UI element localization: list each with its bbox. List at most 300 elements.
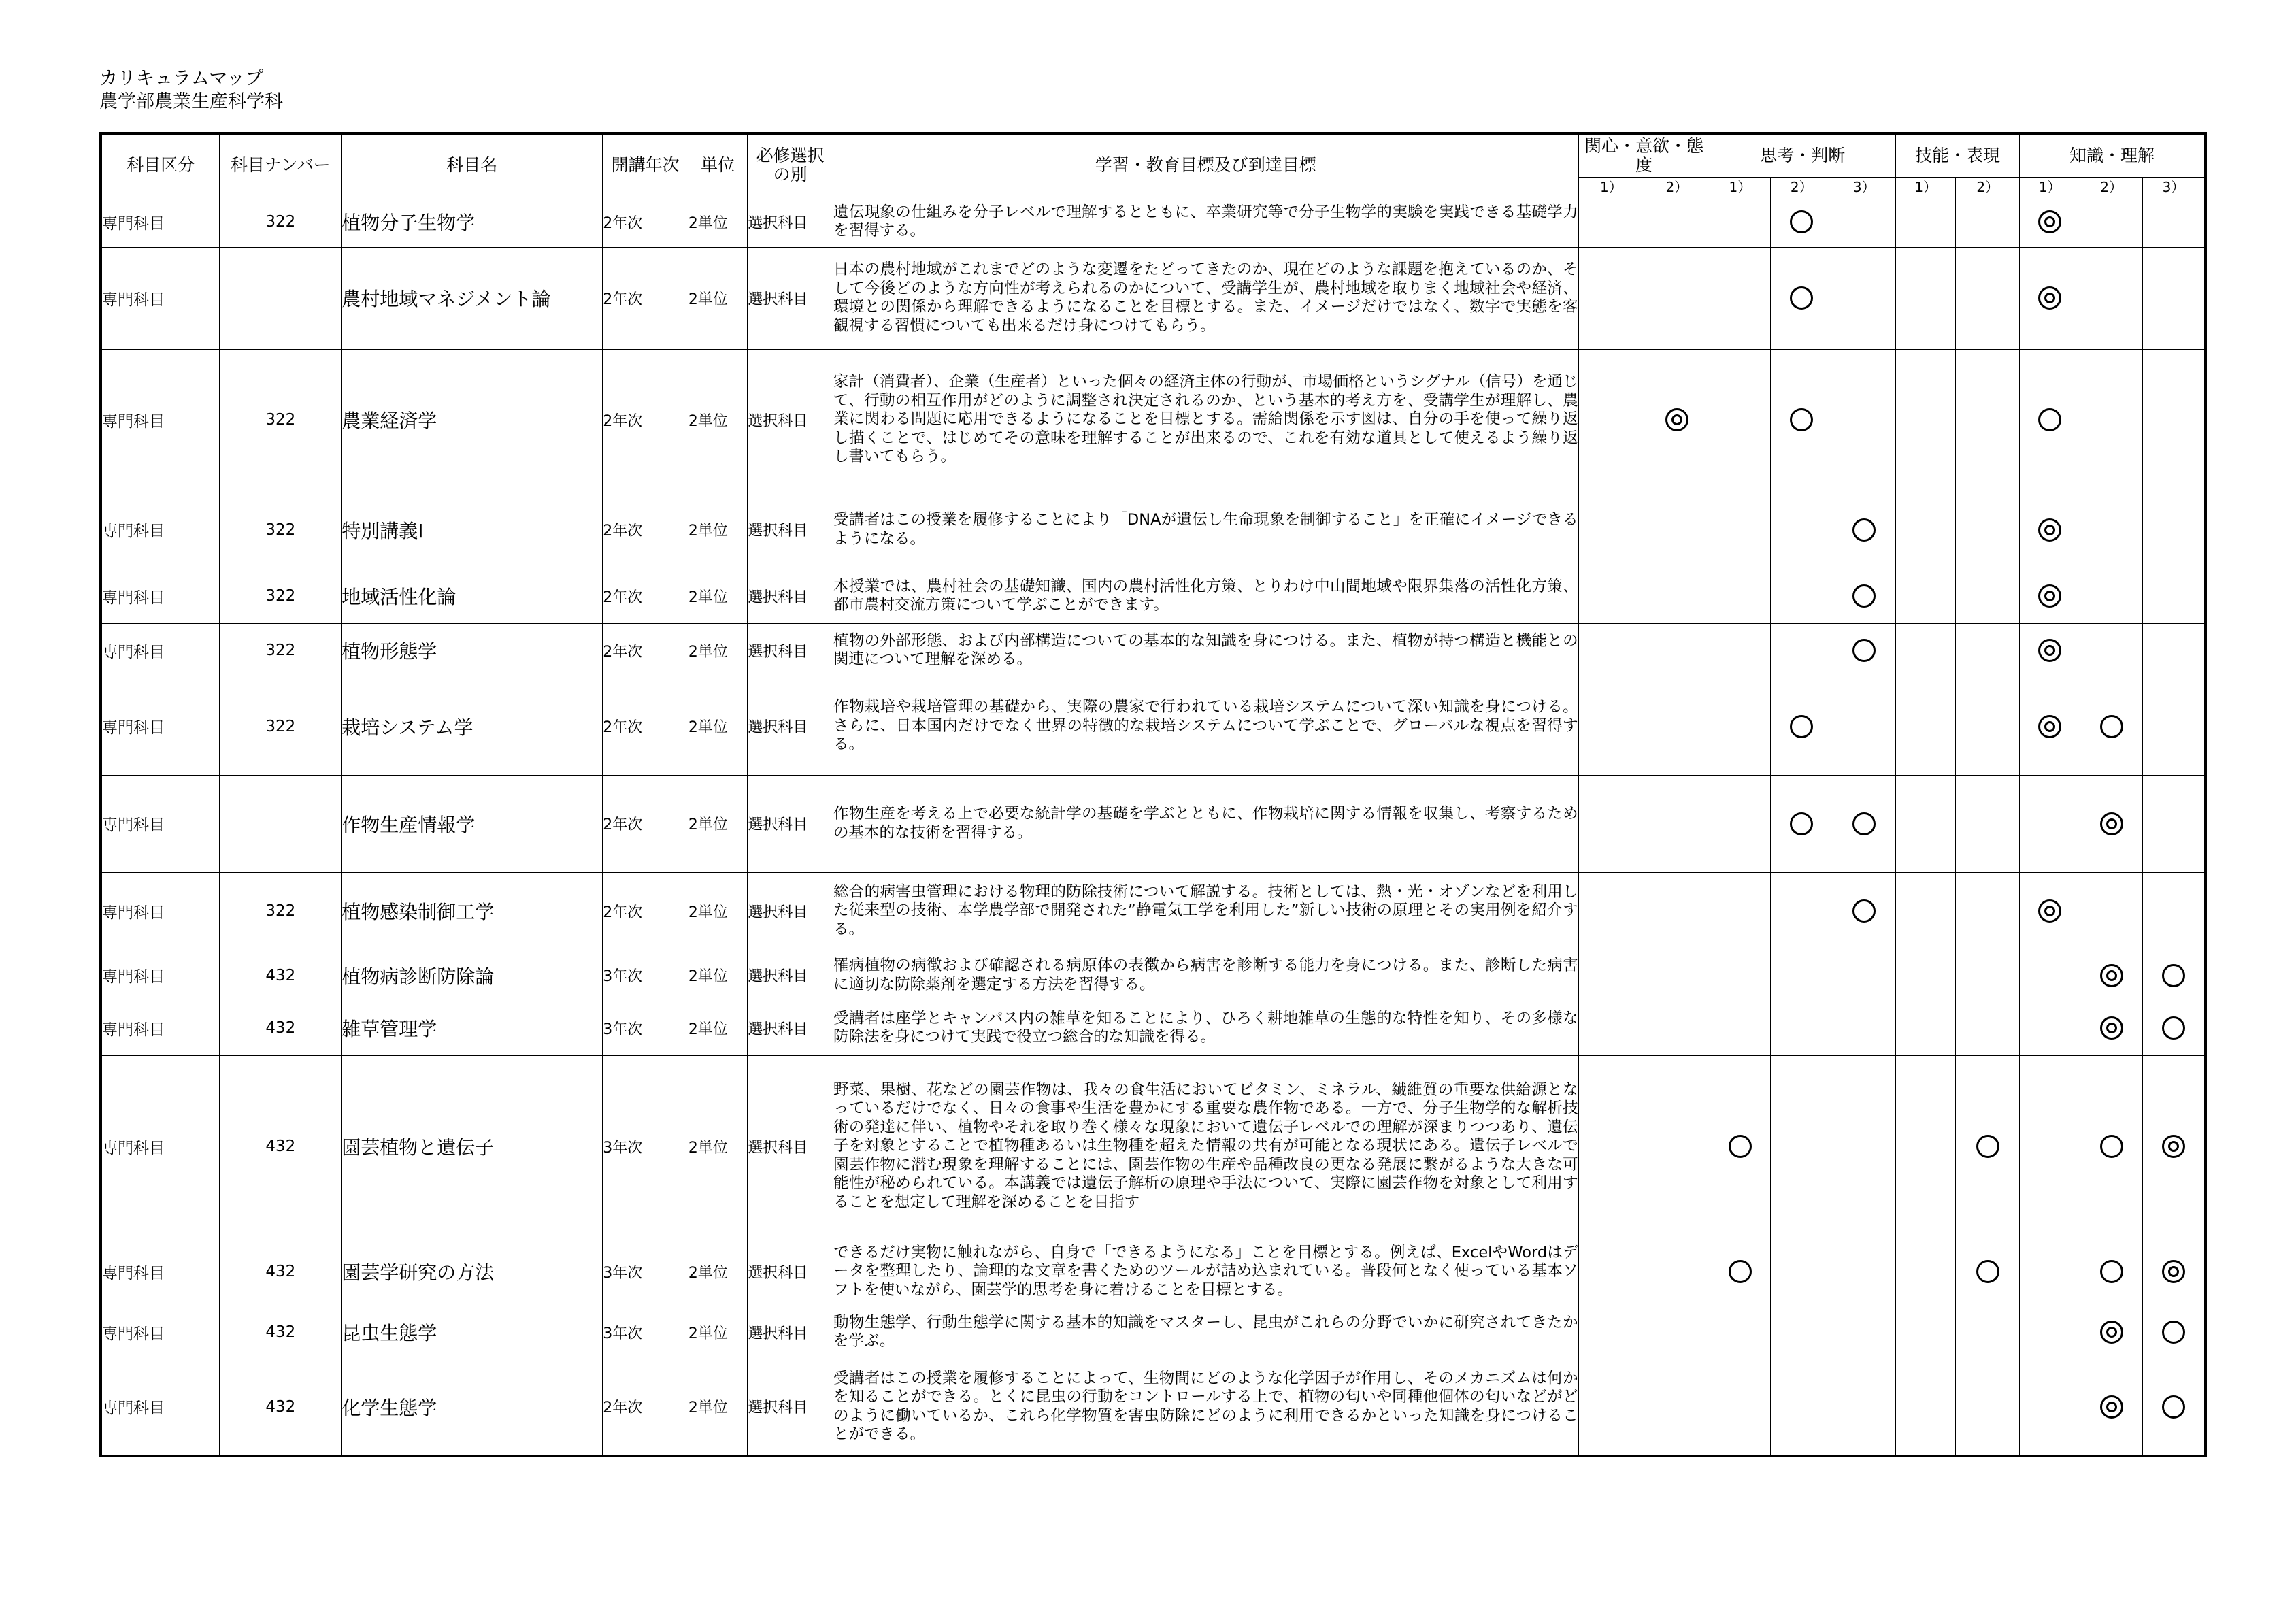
circle-mark bbox=[1852, 812, 1876, 835]
mark-cell bbox=[1771, 247, 1833, 349]
course-credits: 2単位 bbox=[688, 1306, 747, 1359]
mark-cell bbox=[2019, 1306, 2080, 1359]
course-name: 植物病診断防除論 bbox=[342, 950, 603, 1001]
mark-cell bbox=[1896, 247, 1956, 349]
sub-header: 2） bbox=[1644, 177, 1710, 197]
circle-mark bbox=[1790, 286, 1813, 310]
double-circle-mark bbox=[2100, 964, 2123, 987]
course-type: 選択科目 bbox=[748, 872, 833, 950]
course-goal: 受講者はこの授業を履修することにより「DNAが遺伝し生命現象を制御すること」を正確にイメージできるようになる。 bbox=[833, 491, 1578, 569]
course-number bbox=[220, 247, 342, 349]
course-category: 専門科目 bbox=[101, 678, 220, 775]
course-credits: 2単位 bbox=[688, 1238, 747, 1306]
mark-cell bbox=[1710, 872, 1770, 950]
course-credits: 2単位 bbox=[688, 247, 747, 349]
mark-cell bbox=[1644, 1359, 1710, 1456]
course-year: 2年次 bbox=[603, 623, 688, 678]
mark-cell bbox=[2142, 678, 2206, 775]
mark-cell bbox=[1956, 1055, 2019, 1238]
mark-cell bbox=[1578, 1359, 1644, 1456]
course-category: 専門科目 bbox=[101, 1001, 220, 1055]
course-type: 選択科目 bbox=[748, 775, 833, 872]
course-name: 特別講義Ⅰ bbox=[342, 491, 603, 569]
group-skills: 技能・表現 bbox=[1896, 133, 2020, 177]
course-category: 専門科目 bbox=[101, 1359, 220, 1456]
mark-cell bbox=[1833, 623, 1895, 678]
circle-mark bbox=[1852, 584, 1876, 608]
mark-cell bbox=[2019, 349, 2080, 491]
course-type: 選択科目 bbox=[748, 1238, 833, 1306]
mark-cell bbox=[1896, 569, 1956, 623]
mark-cell bbox=[2080, 1238, 2142, 1306]
mark-cell bbox=[1771, 678, 1833, 775]
group-knowledge: 知識・理解 bbox=[2019, 133, 2206, 177]
mark-cell bbox=[2080, 247, 2142, 349]
mark-cell bbox=[1833, 775, 1895, 872]
circle-mark bbox=[1852, 518, 1876, 542]
mark-cell bbox=[2142, 349, 2206, 491]
mark-cell bbox=[1644, 872, 1710, 950]
mark-cell bbox=[2080, 1001, 2142, 1055]
table-row bbox=[101, 197, 2206, 247]
mark-cell bbox=[1956, 775, 2019, 872]
course-goal: 罹病植物の病徴および確認される病原体の表徴から病害を診断する能力を身につける。また、診断した病害に適切な防除薬剤を選定する方法を習得する。 bbox=[833, 950, 1578, 1001]
mark-cell bbox=[1833, 1055, 1895, 1238]
circle-mark bbox=[2038, 408, 2061, 431]
mark-cell bbox=[2080, 872, 2142, 950]
circle-mark bbox=[2100, 715, 2123, 738]
mark-cell bbox=[1644, 1055, 1710, 1238]
group-thinking: 思考・判断 bbox=[1710, 133, 1895, 177]
circle-mark bbox=[1729, 1260, 1752, 1283]
mark-cell bbox=[2080, 623, 2142, 678]
course-number: 432 bbox=[220, 1306, 342, 1359]
mark-cell bbox=[1578, 1306, 1644, 1359]
mark-cell bbox=[1710, 349, 1770, 491]
document-title: カリキュラムマップ bbox=[99, 68, 264, 89]
mark-cell bbox=[1956, 678, 2019, 775]
mark-cell bbox=[1896, 950, 1956, 1001]
mark-cell bbox=[2019, 197, 2080, 247]
course-year: 2年次 bbox=[603, 872, 688, 950]
course-type: 選択科目 bbox=[748, 1359, 833, 1456]
course-type: 選択科目 bbox=[748, 349, 833, 491]
mark-cell bbox=[2019, 247, 2080, 349]
mark-cell bbox=[1956, 1001, 2019, 1055]
table-row bbox=[101, 1238, 2206, 1306]
mark-cell bbox=[1771, 775, 1833, 872]
mark-cell bbox=[1833, 491, 1895, 569]
mark-cell bbox=[2142, 1001, 2206, 1055]
mark-cell bbox=[1833, 950, 1895, 1001]
table-row bbox=[101, 1359, 2206, 1456]
course-name: 地域活性化論 bbox=[342, 569, 603, 623]
mark-cell bbox=[1956, 197, 2019, 247]
course-credits: 2単位 bbox=[688, 775, 747, 872]
mark-cell bbox=[2019, 1238, 2080, 1306]
mark-cell bbox=[1710, 569, 1770, 623]
course-goal: 受講者はこの授業を履修することによって、生物間にどのような化学因子が作用し、そのメカニズムは何かを知ることができる。とくに昆虫の行動をコントロールする上で、植物の匂いや同種他個体の匂いなどがどのように働いているか、これら化学物質を害虫防除にどのように利用できるかといった知識を身につけることができる。 bbox=[833, 1359, 1578, 1456]
mark-cell bbox=[1710, 197, 1770, 247]
mark-cell bbox=[1644, 491, 1710, 569]
course-goal: 作物生産を考える上で必要な統計学の基礎を学ぶとともに、作物栽培に関する情報を収集し、考察するための基本的な技術を習得する。 bbox=[833, 775, 1578, 872]
course-name: 昆虫生態学 bbox=[342, 1306, 603, 1359]
table-row bbox=[101, 1001, 2206, 1055]
mark-cell bbox=[1833, 349, 1895, 491]
sub-header: 2） bbox=[1956, 177, 2019, 197]
course-number: 432 bbox=[220, 1055, 342, 1238]
course-type: 選択科目 bbox=[748, 1001, 833, 1055]
mark-cell bbox=[2019, 1001, 2080, 1055]
mark-cell bbox=[1771, 623, 1833, 678]
mark-cell bbox=[1771, 1306, 1833, 1359]
mark-cell bbox=[1644, 950, 1710, 1001]
mark-cell bbox=[1956, 1306, 2019, 1359]
mark-cell bbox=[1644, 775, 1710, 872]
mark-cell bbox=[1771, 197, 1833, 247]
mark-cell bbox=[1578, 349, 1644, 491]
mark-cell bbox=[2080, 491, 2142, 569]
course-type: 選択科目 bbox=[748, 950, 833, 1001]
course-type: 選択科目 bbox=[748, 197, 833, 247]
course-credits: 2単位 bbox=[688, 569, 747, 623]
mark-cell bbox=[1896, 1055, 1956, 1238]
mark-cell bbox=[1896, 491, 1956, 569]
course-number: 322 bbox=[220, 678, 342, 775]
mark-cell bbox=[2080, 775, 2142, 872]
mark-cell bbox=[2019, 678, 2080, 775]
mark-cell bbox=[1771, 1359, 1833, 1456]
circle-mark bbox=[2100, 1135, 2123, 1158]
mark-cell bbox=[1710, 623, 1770, 678]
mark-cell bbox=[1578, 197, 1644, 247]
mark-cell bbox=[1833, 1359, 1895, 1456]
sub-header: 1） bbox=[1578, 177, 1644, 197]
course-goal: 受講者は座学とキャンパス内の雑草を知ることにより、ひろく耕地雑草の生態的な特性を知り、その多様な防除法を身につけて実践で役立つ総合的な知識を得る。 bbox=[833, 1001, 1578, 1055]
course-type: 選択科目 bbox=[748, 623, 833, 678]
mark-cell bbox=[2019, 775, 2080, 872]
mark-cell bbox=[1644, 1238, 1710, 1306]
course-year: 2年次 bbox=[603, 197, 688, 247]
mark-cell bbox=[1771, 569, 1833, 623]
course-category: 専門科目 bbox=[101, 569, 220, 623]
col-category: 科目区分 bbox=[101, 133, 220, 197]
table-row bbox=[101, 247, 2206, 349]
mark-cell bbox=[1896, 678, 1956, 775]
mark-cell bbox=[1896, 623, 1956, 678]
double-circle-mark bbox=[2100, 812, 2123, 835]
course-type: 選択科目 bbox=[748, 247, 833, 349]
mark-cell bbox=[1833, 569, 1895, 623]
course-year: 2年次 bbox=[603, 775, 688, 872]
course-goal: 本授業では、農村社会の基礎知識、国内の農村活性化方策、とりわけ中山間地域や限界集落の活性化方策、都市農村交流方策について学ぶことができます。 bbox=[833, 569, 1578, 623]
course-credits: 2単位 bbox=[688, 950, 747, 1001]
col-number: 科目ナンバー bbox=[220, 133, 342, 197]
course-rows bbox=[101, 197, 2206, 1456]
table-row bbox=[101, 569, 2206, 623]
circle-mark bbox=[1790, 210, 1813, 233]
course-type: 選択科目 bbox=[748, 678, 833, 775]
mark-cell bbox=[1644, 1001, 1710, 1055]
mark-cell bbox=[1710, 775, 1770, 872]
mark-cell bbox=[1771, 349, 1833, 491]
mark-cell bbox=[2080, 1055, 2142, 1238]
course-name: 園芸植物と遺伝子 bbox=[342, 1055, 603, 1238]
mark-cell bbox=[1833, 678, 1895, 775]
double-circle-mark bbox=[2038, 518, 2061, 542]
course-year: 2年次 bbox=[603, 1359, 688, 1456]
course-category: 専門科目 bbox=[101, 872, 220, 950]
mark-cell bbox=[1956, 1359, 2019, 1456]
mark-cell bbox=[2142, 491, 2206, 569]
col-name: 科目名 bbox=[342, 133, 603, 197]
mark-cell bbox=[1710, 1359, 1770, 1456]
course-number: 322 bbox=[220, 491, 342, 569]
mark-cell bbox=[2142, 872, 2206, 950]
course-credits: 2単位 bbox=[688, 1001, 747, 1055]
mark-cell bbox=[1578, 1238, 1644, 1306]
mark-cell bbox=[2142, 950, 2206, 1001]
mark-cell bbox=[1896, 1359, 1956, 1456]
circle-mark bbox=[2162, 964, 2185, 987]
col-year: 開講年次 bbox=[603, 133, 688, 197]
course-number: 322 bbox=[220, 197, 342, 247]
course-credits: 2単位 bbox=[688, 1055, 747, 1238]
mark-cell bbox=[1896, 775, 1956, 872]
course-year: 3年次 bbox=[603, 1306, 688, 1359]
mark-cell bbox=[1833, 1001, 1895, 1055]
mark-cell bbox=[1771, 872, 1833, 950]
mark-cell bbox=[2142, 247, 2206, 349]
mark-cell bbox=[2142, 197, 2206, 247]
circle-mark bbox=[1976, 1260, 1999, 1283]
course-name: 農村地域マネジメント論 bbox=[342, 247, 603, 349]
course-year: 2年次 bbox=[603, 491, 688, 569]
mark-cell bbox=[1710, 950, 1770, 1001]
mark-cell bbox=[1710, 1001, 1770, 1055]
course-goal: 総合的病害虫管理における物理的防除技術について解説する。技術としては、熱・光・オゾンなどを利用した従来型の技術、本学農学部で開発された”静電気工学を利用した”新しい技術の原理とその実用例を紹介する。 bbox=[833, 872, 1578, 950]
table-row bbox=[101, 775, 2206, 872]
course-number: 322 bbox=[220, 349, 342, 491]
mark-cell bbox=[1644, 1306, 1710, 1359]
mark-cell bbox=[2019, 950, 2080, 1001]
course-name: 園芸学研究の方法 bbox=[342, 1238, 603, 1306]
mark-cell bbox=[1644, 569, 1710, 623]
col-credits: 単位 bbox=[688, 133, 747, 197]
double-circle-mark bbox=[2100, 1016, 2123, 1040]
mark-cell bbox=[2142, 1055, 2206, 1238]
course-name: 化学生態学 bbox=[342, 1359, 603, 1456]
table-row bbox=[101, 491, 2206, 569]
circle-mark bbox=[1852, 899, 1876, 923]
circle-mark bbox=[1790, 715, 1813, 738]
course-year: 2年次 bbox=[603, 247, 688, 349]
mark-cell bbox=[2080, 678, 2142, 775]
mark-cell bbox=[1771, 950, 1833, 1001]
mark-cell bbox=[1956, 950, 2019, 1001]
course-category: 専門科目 bbox=[101, 197, 220, 247]
circle-mark bbox=[2162, 1016, 2185, 1040]
mark-cell bbox=[1578, 491, 1644, 569]
course-number: 432 bbox=[220, 1238, 342, 1306]
table-row bbox=[101, 623, 2206, 678]
mark-cell bbox=[1578, 1055, 1644, 1238]
mark-cell bbox=[1710, 1238, 1770, 1306]
double-circle-mark bbox=[2100, 1321, 2123, 1344]
mark-cell bbox=[2142, 775, 2206, 872]
mark-cell bbox=[2080, 1359, 2142, 1456]
mark-cell bbox=[2019, 872, 2080, 950]
course-category: 専門科目 bbox=[101, 1055, 220, 1238]
double-circle-mark bbox=[2100, 1395, 2123, 1419]
course-goal: 動物生態学、行動生態学に関する基本的知識をマスターし、昆虫がこれらの分野でいかに研究されてきたかを学ぶ。 bbox=[833, 1306, 1578, 1359]
mark-cell bbox=[1644, 623, 1710, 678]
mark-cell bbox=[1644, 197, 1710, 247]
sub-header: 2） bbox=[1771, 177, 1833, 197]
mark-cell bbox=[1771, 1001, 1833, 1055]
course-type: 選択科目 bbox=[748, 569, 833, 623]
mark-cell bbox=[1896, 1238, 1956, 1306]
course-number: 322 bbox=[220, 872, 342, 950]
mark-cell bbox=[1710, 1306, 1770, 1359]
mark-cell bbox=[1833, 1306, 1895, 1359]
mark-cell bbox=[1956, 247, 2019, 349]
course-number: 432 bbox=[220, 1359, 342, 1456]
mark-cell bbox=[1644, 678, 1710, 775]
course-goal: 植物の外部形態、および内部構造についての基本的な知識を身につける。また、植物が持つ構造と機能との関連について理解を深める。 bbox=[833, 623, 1578, 678]
mark-cell bbox=[1771, 491, 1833, 569]
mark-cell bbox=[1771, 1238, 1833, 1306]
mark-cell bbox=[1578, 678, 1644, 775]
circle-mark bbox=[1790, 812, 1813, 835]
mark-cell bbox=[1578, 950, 1644, 1001]
mark-cell bbox=[2142, 569, 2206, 623]
mark-cell bbox=[2080, 569, 2142, 623]
mark-cell bbox=[1833, 1238, 1895, 1306]
mark-cell bbox=[1578, 872, 1644, 950]
mark-cell bbox=[1710, 247, 1770, 349]
course-goal: 遺伝現象の仕組みを分子レベルで理解するとともに、卒業研究等で分子生物学的実験を実践できる基礎学力を習得する。 bbox=[833, 197, 1578, 247]
course-name: 農業経済学 bbox=[342, 349, 603, 491]
mark-cell bbox=[1644, 247, 1710, 349]
course-credits: 2単位 bbox=[688, 872, 747, 950]
mark-cell bbox=[1956, 491, 2019, 569]
course-number bbox=[220, 775, 342, 872]
mark-cell bbox=[2142, 1359, 2206, 1456]
mark-cell bbox=[1578, 247, 1644, 349]
course-category: 専門科目 bbox=[101, 623, 220, 678]
mark-cell bbox=[1578, 1001, 1644, 1055]
mark-cell bbox=[1833, 197, 1895, 247]
double-circle-mark bbox=[2038, 715, 2061, 738]
course-credits: 2単位 bbox=[688, 491, 747, 569]
double-circle-mark bbox=[2038, 286, 2061, 310]
double-circle-mark bbox=[1665, 408, 1688, 431]
circle-mark bbox=[2100, 1260, 2123, 1283]
course-name: 雑草管理学 bbox=[342, 1001, 603, 1055]
course-number: 322 bbox=[220, 569, 342, 623]
mark-cell bbox=[1956, 872, 2019, 950]
course-goal: 野菜、果樹、花などの園芸作物は、我々の食生活においてビタミン、ミネラル、繊維質の重要な供給源となっているだけでなく、日々の食事や生活を豊かにする重要な農作物である。一方で、分子生物学的な解析技術の発達に伴い、植物やそれを取り巻く様々な現象において遺伝子レベルでの理解が深まりつつあり、遺伝子を対象とすることで植物種あるいは生物種を超えた情報の共有が可能となる現状にある。遺伝子レベルで園芸作物に潜む現象を理解することには、園芸作物の生産や品種改良の更なる発展に繋がるような大きな可能性が秘められている。本講義では遺伝子解析の原理や手法について、実際に園芸作物を対象として利用することを想定して理解を深めることを目指す bbox=[833, 1055, 1578, 1238]
course-category: 専門科目 bbox=[101, 950, 220, 1001]
mark-cell bbox=[1578, 569, 1644, 623]
mark-cell bbox=[2080, 950, 2142, 1001]
course-year: 2年次 bbox=[603, 569, 688, 623]
course-year: 3年次 bbox=[603, 950, 688, 1001]
course-year: 2年次 bbox=[603, 678, 688, 775]
sub-header: 2） bbox=[2080, 177, 2142, 197]
table-row bbox=[101, 872, 2206, 950]
curriculum-map-table bbox=[99, 132, 2207, 1457]
table-row bbox=[101, 1055, 2206, 1238]
double-circle-mark bbox=[2038, 899, 2061, 923]
mark-cell bbox=[1956, 623, 2019, 678]
mark-cell bbox=[1833, 872, 1895, 950]
mark-cell bbox=[1896, 349, 1956, 491]
col-goals: 学習・教育目標及び到達目標 bbox=[833, 133, 1578, 197]
mark-cell bbox=[1896, 1001, 1956, 1055]
double-circle-mark bbox=[2038, 639, 2061, 662]
table-row bbox=[101, 349, 2206, 491]
mark-cell bbox=[1956, 349, 2019, 491]
mark-cell bbox=[1644, 349, 1710, 491]
mark-cell bbox=[2019, 569, 2080, 623]
circle-mark bbox=[1976, 1135, 1999, 1158]
mark-cell bbox=[1771, 1055, 1833, 1238]
course-goal: 家計（消費者）、企業（生産者）といった個々の経済主体の行動が、市場価格というシグナル（信号）を通じて、行動の相互作用がどのように調整され決定されるのか、という基本的考え方を、受講学生が理解し、農業に関わる問題に応用できるようになることを目標とする。需給関係を示す図は、自分の手を使って繰り返し描くことで、はじめてその意味を理解することが出来るので、これを有効な道具として使えるよう繰り返し書いてもらう。 bbox=[833, 349, 1578, 491]
course-credits: 2単位 bbox=[688, 197, 747, 247]
sub-header: 1） bbox=[1710, 177, 1770, 197]
mark-cell bbox=[1956, 569, 2019, 623]
course-credits: 2単位 bbox=[688, 349, 747, 491]
mark-cell bbox=[1578, 775, 1644, 872]
mark-cell bbox=[2142, 623, 2206, 678]
course-category: 専門科目 bbox=[101, 349, 220, 491]
course-credits: 2単位 bbox=[688, 623, 747, 678]
circle-mark bbox=[2162, 1395, 2185, 1419]
mark-cell bbox=[2080, 349, 2142, 491]
course-year: 2年次 bbox=[603, 349, 688, 491]
mark-cell bbox=[1710, 491, 1770, 569]
course-name: 作物生産情報学 bbox=[342, 775, 603, 872]
department-title: 農学部農業生産科学科 bbox=[99, 91, 283, 112]
course-credits: 2単位 bbox=[688, 678, 747, 775]
table-row bbox=[101, 678, 2206, 775]
course-goal: できるだけ実物に触れながら、自身で「できるようになる」ことを目標とする。例えば、ExcelやWordはデータを整理したり、論理的な文章を書くためのツールが詰め込まれている。普段何となく使っている基本ソフトを使いながら、園芸学的思考を身に着けることを目標とする。 bbox=[833, 1238, 1578, 1306]
course-type: 選択科目 bbox=[748, 491, 833, 569]
mark-cell bbox=[1833, 247, 1895, 349]
course-category: 専門科目 bbox=[101, 491, 220, 569]
mark-cell bbox=[1578, 623, 1644, 678]
circle-mark bbox=[1729, 1135, 1752, 1158]
sub-header: 3） bbox=[1833, 177, 1895, 197]
mark-cell bbox=[1956, 1238, 2019, 1306]
course-year: 3年次 bbox=[603, 1238, 688, 1306]
table-row bbox=[101, 950, 2206, 1001]
course-year: 3年次 bbox=[603, 1001, 688, 1055]
mark-cell bbox=[1896, 872, 1956, 950]
mark-cell bbox=[2019, 623, 2080, 678]
course-category: 専門科目 bbox=[101, 1306, 220, 1359]
course-year: 3年次 bbox=[603, 1055, 688, 1238]
course-goal: 日本の農村地域がこれまでどのような変遷をたどってきたのか、現在どのような課題を抱えているのか、そして今後どのような方向性が考えられるのかについて、受講学生が、農村地域を取りまく地域社会や経済、環境との関係から理解できるようになることを目標とする。また、イメージだけではなく、数字で実態を客観視する習慣についても出来るだけ身につけてもらう。 bbox=[833, 247, 1578, 349]
sub-header: 3） bbox=[2142, 177, 2206, 197]
course-number: 432 bbox=[220, 1001, 342, 1055]
course-number: 322 bbox=[220, 623, 342, 678]
circle-mark bbox=[2162, 1321, 2185, 1344]
mark-cell bbox=[2019, 491, 2080, 569]
course-category: 専門科目 bbox=[101, 247, 220, 349]
